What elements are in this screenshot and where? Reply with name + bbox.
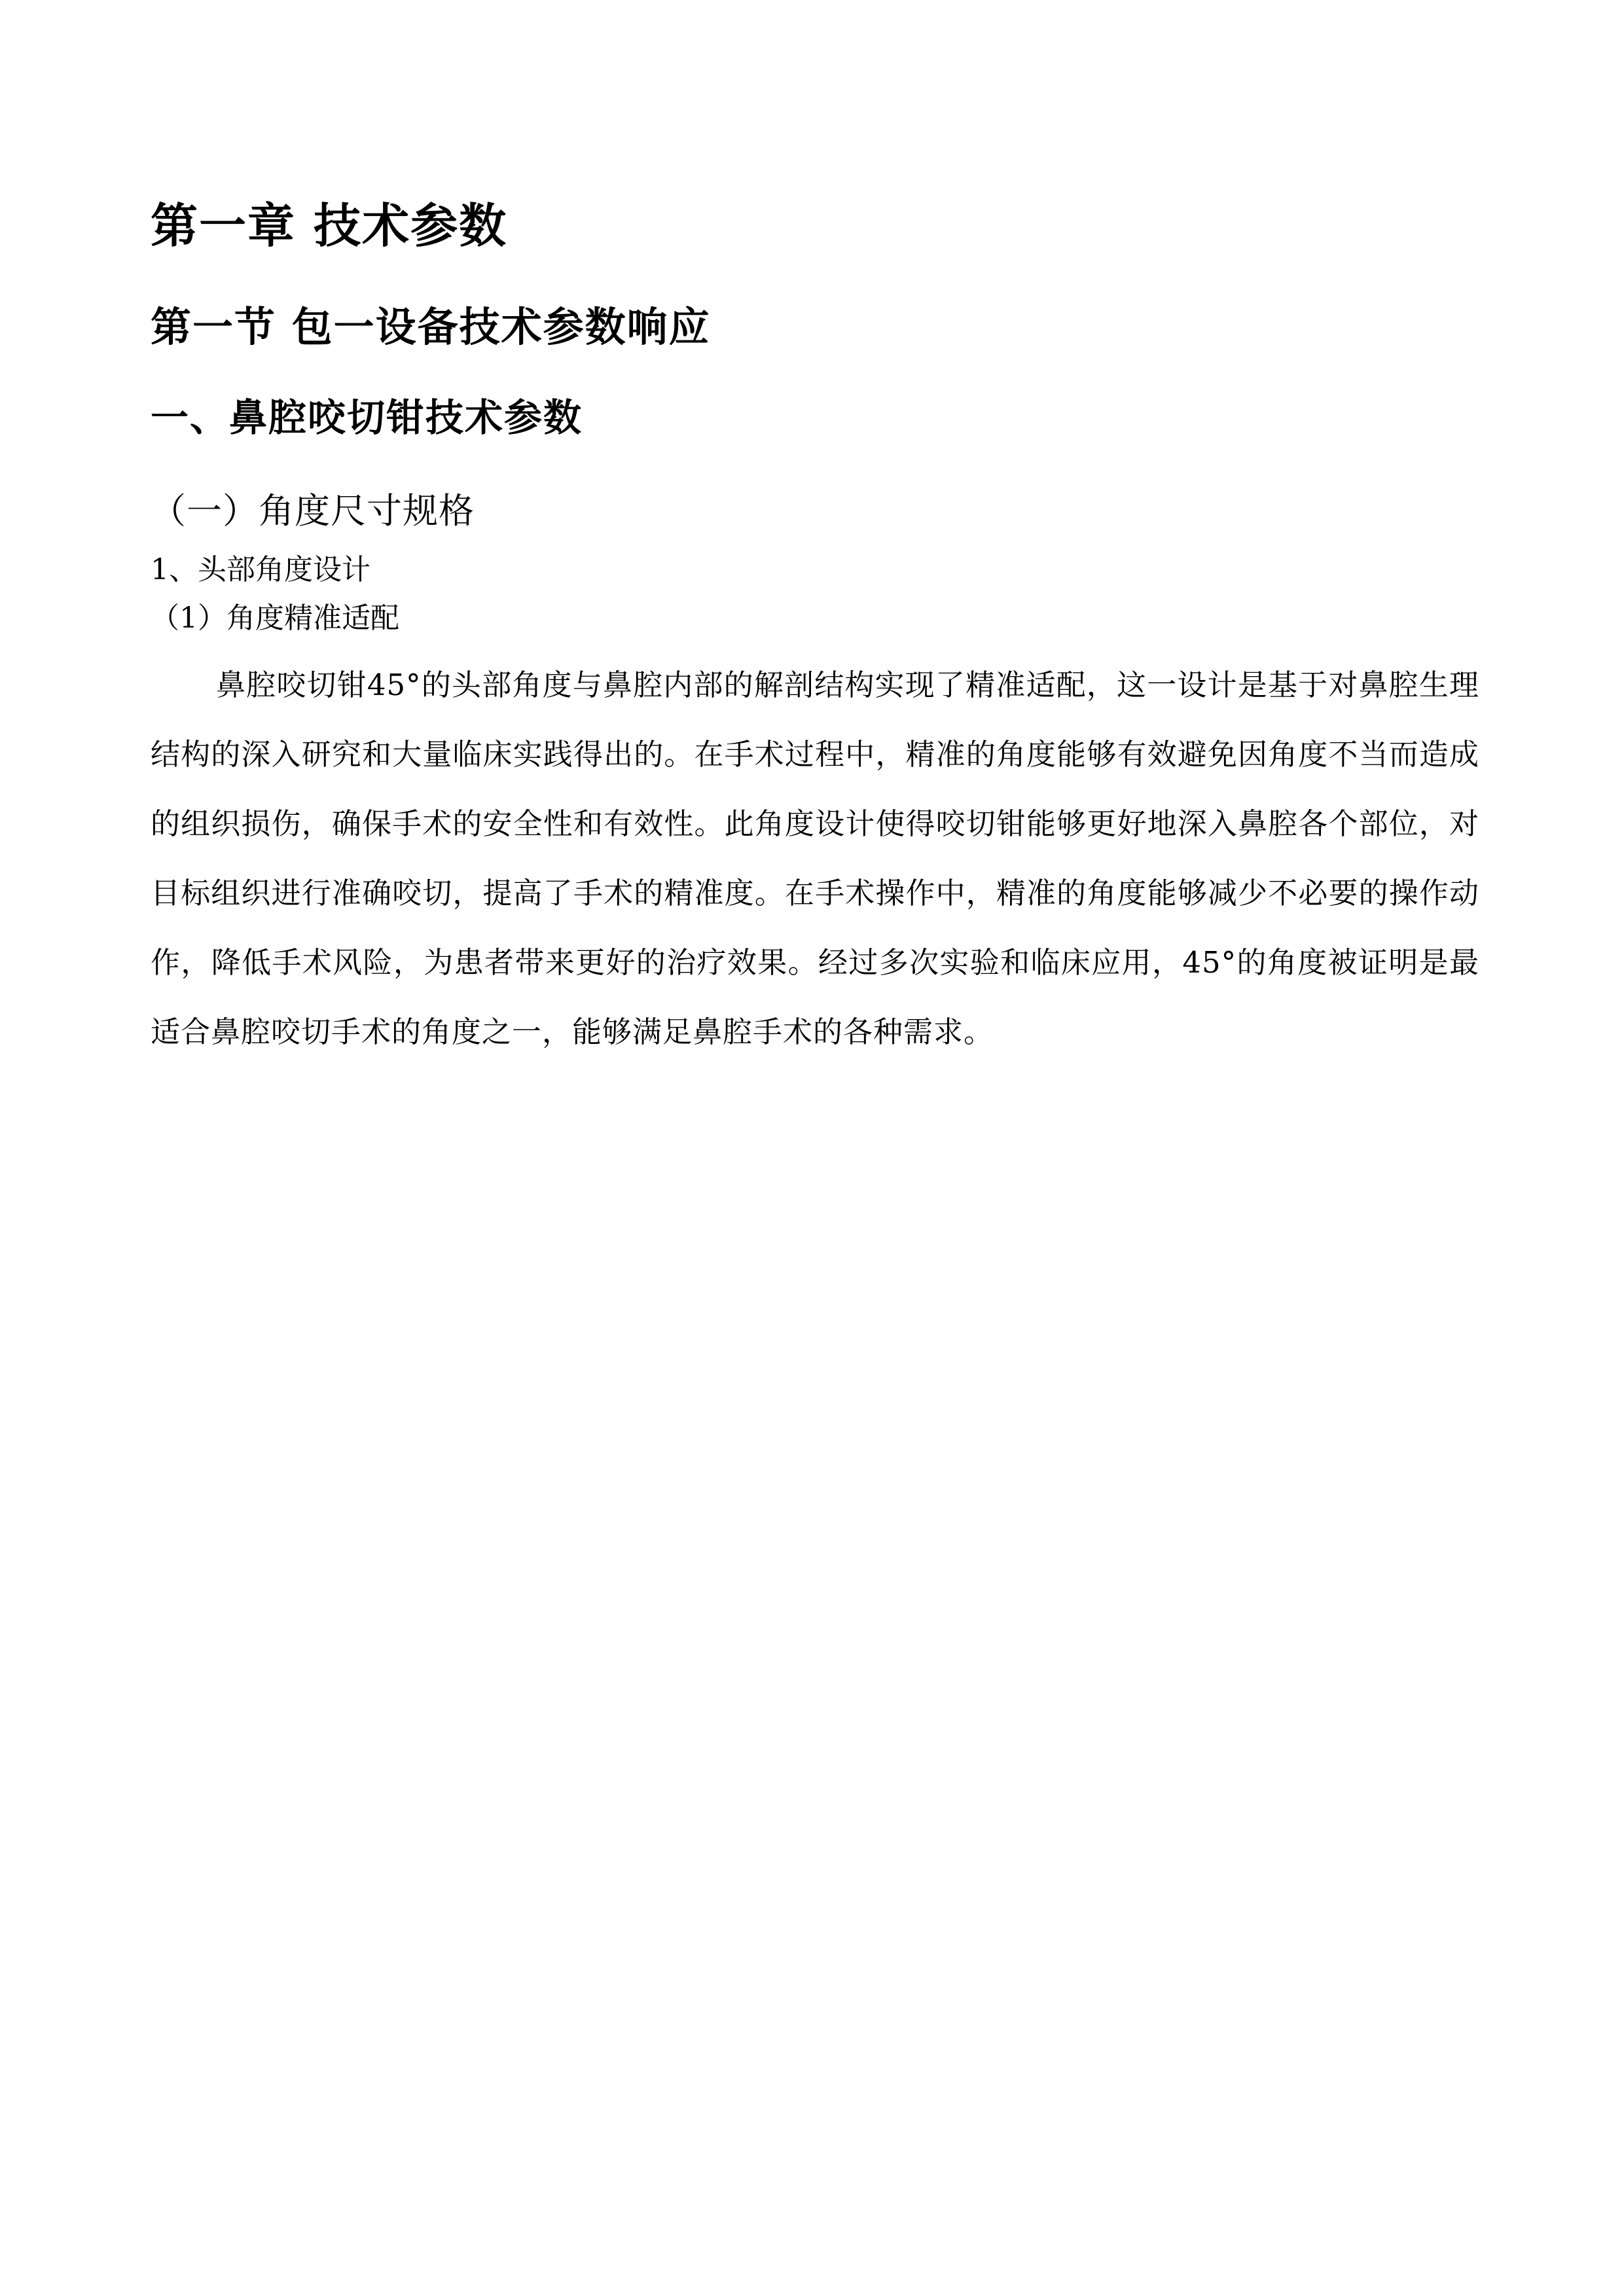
body-paragraph: 鼻腔咬切钳45°的头部角度与鼻腔内部的解剖结构实现了精准适配，这一设计是基于对鼻腔生理结构的深入研究和大量临床实践得出的。在手术过程中，精准的角度能够有效避免因角度不当而造成的组织损伤，确保手术的安全性和有效性。此角度设计使得咬切钳能够更好地深入鼻腔各个部位，对目标组织进行准确咬切，提高了手术的精准度。在手术操作中，精准的角度能够减少不必要的操作动作，降低手术风险，为患者带来更好的治疗效果。经过多次实验和临床应用，45°的角度被证明是最适合鼻腔咬切手术的角度之一，能够满足鼻腔手术的各种需求。 xyxy=(151,668,1479,1049)
subheading-paren: （一）角度尺寸规格 xyxy=(151,490,475,531)
document-body xyxy=(151,190,1479,1067)
chapter-title: 第一章 技术参数 xyxy=(151,198,508,253)
section-title: 第一节 包一设备技术参数响应 xyxy=(151,303,711,351)
subsection-title: 一、鼻腔咬切钳技术参数 xyxy=(151,395,583,440)
item-heading: 1、头部角度设计 xyxy=(151,553,370,586)
sub-item-heading: （1）角度精准适配 xyxy=(151,601,399,635)
